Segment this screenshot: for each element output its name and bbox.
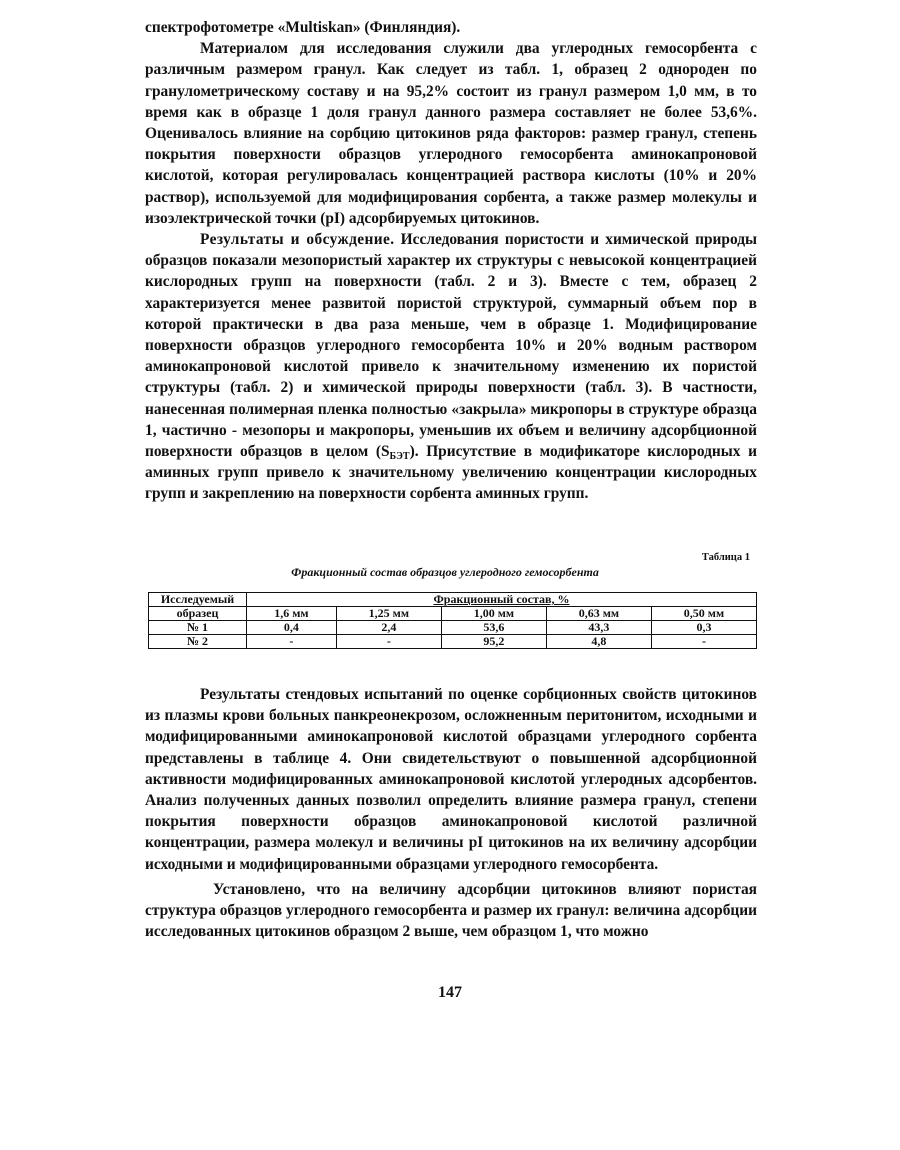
cell: 0,3 [651, 621, 756, 635]
column-header: 0,63 мм [546, 607, 651, 621]
cell: 2,4 [336, 621, 441, 635]
cell: - [651, 635, 756, 649]
header-group: Фракционный состав, % [247, 593, 757, 607]
cell: 53,6 [441, 621, 546, 635]
cell: 0,4 [247, 621, 337, 635]
cell: - [247, 635, 337, 649]
section-heading: Результаты и обсуждение. [200, 231, 395, 249]
table-title: Фракционный состав образцов углеродного гемосорбента [291, 565, 599, 579]
paragraph: Установлено, что на величину адсорбции цитокинов влияют пористая структура образцов углеродного гемосорбента и размер их гранул: величина адсорбции исследованных цитокинов образцом 2 выше, чем образцом 1, что можно [145, 880, 757, 941]
row-sample: № 1 [149, 621, 247, 635]
row-sample: № 2 [149, 635, 247, 649]
header-sample-line2: образец [149, 607, 247, 621]
paragraph: Результаты стендовых испытаний по оценке сорбционных свойств цитокинов из плазмы крови больных панкреонекрозом, осложненным перитонитом, исходными и модифицированными аминокапроновой кислотой образцами углеродного сорбента представлены в таблице 4. Они свидетельствуют о повышенной адсорбционной активности модифицированных аминокапроновой кислотой углеродных адсорбентов. Анализ полученных данных позволил определить влияние размера гранул, степени покрытия поверхности образцов аминокапроновой кислотой различной концентрации, размера молекул и величины pI цитокинов на их величину адсорбции исходными и модифицированными образцами углеродного гемосорбента. [145, 686, 757, 873]
column-header: 1,6 мм [247, 607, 337, 621]
table-row [149, 621, 757, 635]
paragraph: спектрофотометре «Multiskan» (Финляндия). [145, 19, 461, 36]
fraction-table [148, 592, 757, 649]
text-block-bottom [145, 684, 757, 942]
cell: 95,2 [441, 635, 546, 649]
header-sample-line1: Исследуемый [149, 593, 247, 607]
subscript: БЭТ [389, 451, 410, 463]
table-row [149, 635, 757, 649]
column-header: 1,25 мм [336, 607, 441, 621]
paragraph-results [145, 229, 757, 505]
paragraph: Материалом для исследования служили два углеродных гемосорбента с различным размером гранул. Как следует из табл. 1, образец 2 однороден по гранулометрическому составу и на 95,2% состоит из гранул размером 1,0 мм, в то время как в образце 1 доля гранул данного размера составляет не более 53,6%. Оценивалось влияние на сорбцию цитокинов ряда факторов: размер гранул, степень покрытия поверхности образцов углеродного гемосорбента аминокапроновой кислотой, которая регулировалась концентрацией раствора кислоты (10% и 20% раствор), используемой для модифицирования сорбента, а также размер молекулы и изоэлектрической точки (pI) адсорбируемых цитокинов. [145, 40, 757, 227]
table-header-row [149, 593, 757, 607]
column-header: 1,00 мм [441, 607, 546, 621]
cell: 43,3 [546, 621, 651, 635]
cell: 4,8 [546, 635, 651, 649]
column-header: 0,50 мм [651, 607, 756, 621]
table-subheader-row [149, 607, 757, 621]
page-number: 147 [438, 984, 462, 1001]
table-label: Таблица 1 [701, 552, 750, 563]
text-block-top [145, 17, 757, 505]
cell: - [336, 635, 441, 649]
paragraph-text-after: ). Присутствие в модификаторе кислородных и аминных групп привело к значительному увеличению концентрации кислородных групп и закреплению на поверхности сорбента аминных групп. [145, 443, 757, 503]
paragraph-text: Исследования пористости и химической природы образцов показали мезопористый характер их структуры с невысокой концентрацией кислородных групп на поверхности (табл. 2 и 3). Вместе с тем, образец 2 характеризуется менее развитой пористой структурой, суммарный объем пор в которой практически в два раза меньше, чем в образце 1. Модифицирование поверхности образцов углеродного гемосорбента 10% и 20% водным раствором аминокапроновой кислотой привело к значительному изменению их пористой структуры (табл. 2) и химической природы поверхности (табл. 3). В частности, нанесенная полимерная пленка полностью «закрыла» микропоры в структуре образца 1, частично - мезопоры и макропоры, уменьшив их объем и величину адсорбционной поверхности образцов в целом (S [145, 231, 757, 461]
